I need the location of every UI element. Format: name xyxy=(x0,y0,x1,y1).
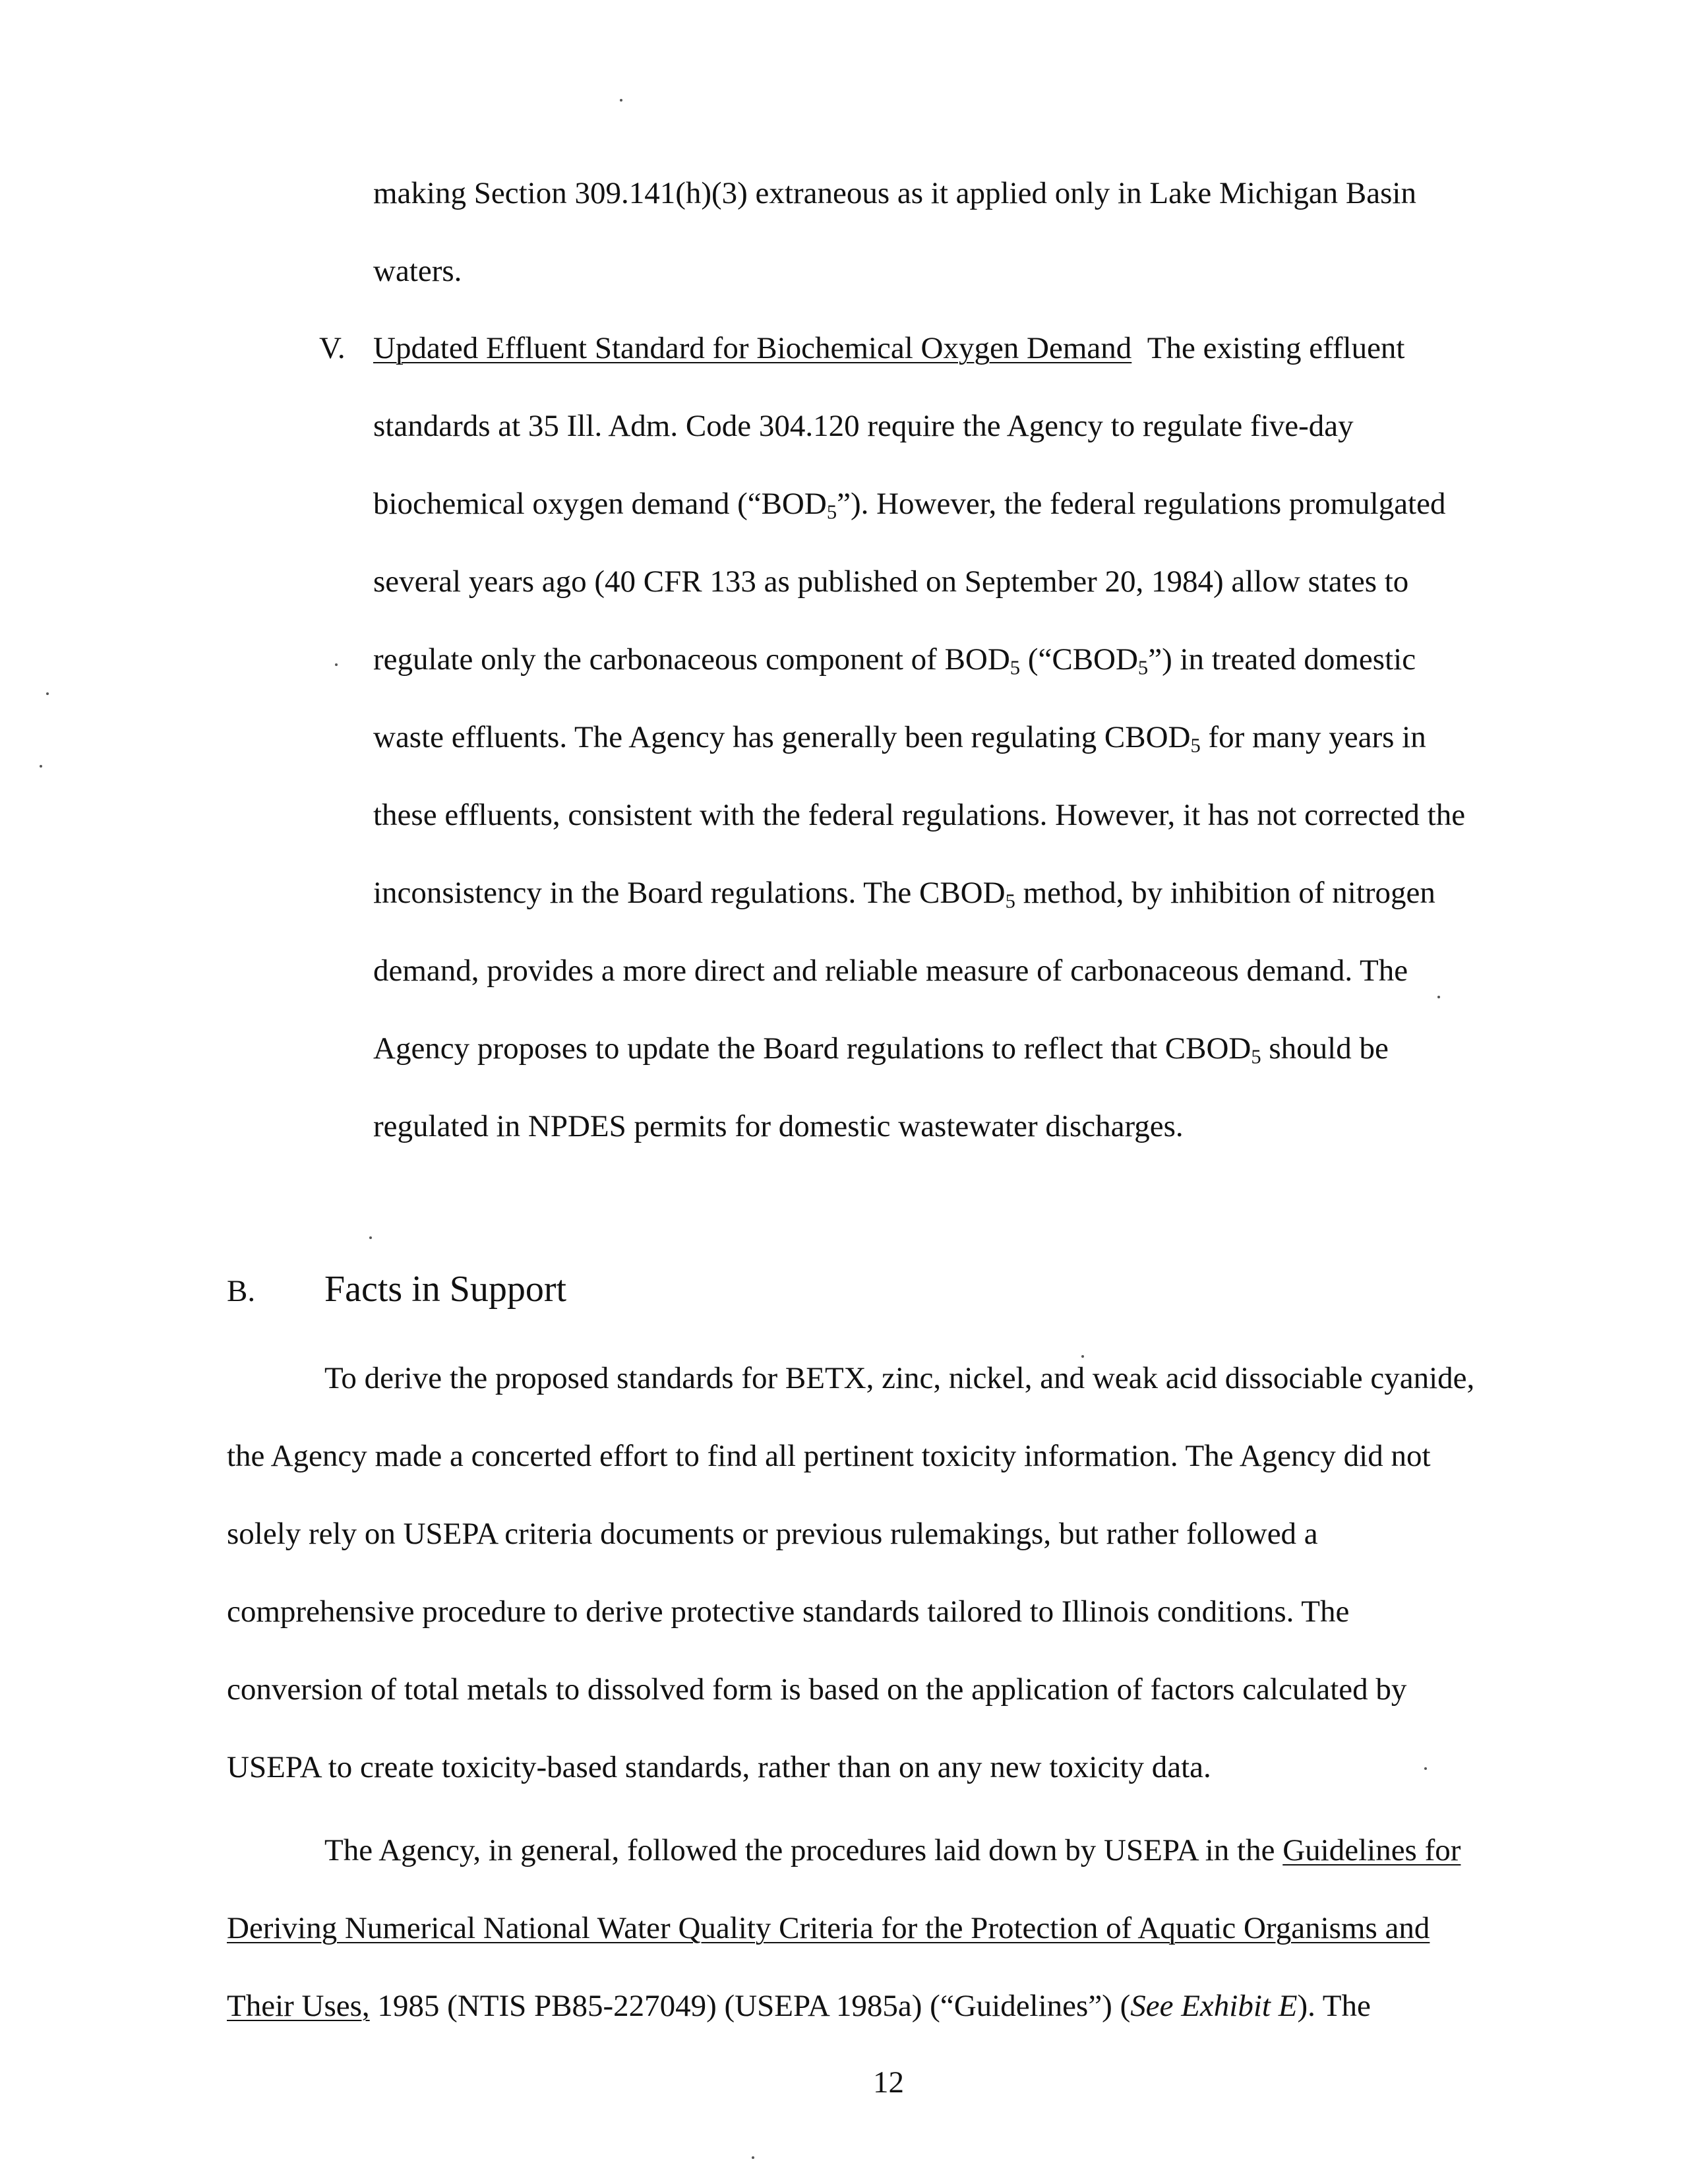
exhibit-reference: See Exhibit E xyxy=(1130,1989,1298,2023)
text-run: method, by inhibition of nitrogen xyxy=(1015,876,1435,910)
subscript: 5 xyxy=(1137,656,1149,679)
text-run: biochemical oxygen demand (“BOD xyxy=(373,487,827,521)
item-v-line-8 xyxy=(373,876,1435,913)
text-run: (“CBOD xyxy=(1020,642,1138,677)
scan-speck xyxy=(369,1236,372,1239)
text-run: 1985 (NTIS PB85-227049) (USEPA 1985a) (“Guidelines”) ( xyxy=(369,1989,1131,2023)
section-b-title: Facts in Support xyxy=(324,1269,567,1310)
subscript: 5 xyxy=(1190,734,1201,757)
text-run: ”). However, the federal regulations promulgated xyxy=(837,487,1446,521)
text-run: waste effluents. The Agency has generally been regulating CBOD xyxy=(373,720,1191,754)
scan-speck xyxy=(752,2156,754,2159)
para1-line-4: comprehensive procedure to derive protective standards tailored to Illinois conditions. The xyxy=(227,1594,1350,1629)
item-v-line-11: regulated in NPDES permits for domestic wastewater discharges. xyxy=(373,1109,1184,1143)
text-run: ). The xyxy=(1297,1989,1371,2023)
scan-speck xyxy=(335,663,338,666)
para2-line-3 xyxy=(227,1991,1371,2022)
para1-line-2: the Agency made a concerted effort to find all pertinent toxicity information. The Agency did not xyxy=(227,1439,1431,1473)
subscript: 5 xyxy=(1251,1045,1261,1068)
text-run: regulate only the carbonaceous component of BOD xyxy=(373,642,1010,677)
text-run: inconsistency in the Board regulations. The CBOD xyxy=(373,876,1006,910)
para1-line-6: USEPA to create toxicity-based standards, rather than on any new toxicity data. xyxy=(227,1750,1211,1784)
item-v-line-10 xyxy=(373,1031,1389,1068)
text-run: Agency proposes to update the Board regulations to reflect that CBOD xyxy=(373,1031,1251,1066)
subscript: 5 xyxy=(1010,656,1021,679)
text-run: for many years in xyxy=(1200,720,1426,754)
guidelines-title-part-1: Guidelines for xyxy=(1282,1833,1461,1867)
item-v-line-5 xyxy=(373,642,1416,679)
para1-line-3: solely rely on USEPA criteria documents or previous rulemakings, but rather followed a xyxy=(227,1517,1318,1551)
continuation-line-2: waters. xyxy=(373,254,462,288)
scan-speck xyxy=(40,765,42,768)
item-v-heading: Updated Effluent Standard for Biochemical Oxygen Demand xyxy=(373,331,1132,365)
scan-speck xyxy=(46,692,49,695)
guidelines-title-part-2: Deriving Numerical National Water Quality Criteria for the Protection of Aquatic Organisms and xyxy=(227,1911,1430,1945)
continuation-line-1: making Section 309.141(h)(3) extraneous as it applied only in Lake Michigan Basin xyxy=(373,176,1416,210)
scan-speck xyxy=(1081,1355,1084,1358)
item-v-line-6 xyxy=(373,720,1426,757)
item-v-line-4: several years ago (40 CFR 133 as published on September 20, 1984) allow states to xyxy=(373,564,1409,599)
page-number: 12 xyxy=(873,2065,904,2100)
item-v-first-line-rest: The existing effluent xyxy=(1147,331,1405,365)
section-b-letter: B. xyxy=(227,1274,256,1308)
para1-line-1: To derive the proposed standards for BETX, zinc, nickel, and weak acid dissociable cyanide, xyxy=(324,1361,1475,1395)
item-v-line-7: these effluents, consistent with the federal regulations. However, it has not corrected the xyxy=(373,798,1466,832)
subscript: 5 xyxy=(826,501,837,524)
scan-speck xyxy=(620,99,622,102)
scan-speck xyxy=(1424,1767,1427,1770)
item-v-line-9: demand, provides a more direct and reliable measure of carbonaceous demand. The xyxy=(373,954,1408,988)
item-v-numeral: V. xyxy=(319,331,346,365)
scan-speck xyxy=(1437,996,1440,998)
guidelines-title-part-3: Their Uses, xyxy=(227,1989,370,2023)
item-v-line-2: standards at 35 Ill. Adm. Code 304.120 require the Agency to regulate five-day xyxy=(373,409,1354,443)
item-v-line-1 xyxy=(373,333,1404,364)
para1-line-5: conversion of total metals to dissolved form is based on the application of factors calculated by xyxy=(227,1672,1407,1707)
item-v-line-3 xyxy=(373,487,1446,524)
subscript: 5 xyxy=(1005,890,1015,913)
text-run: ”) in treated domestic xyxy=(1148,642,1416,677)
para2-line-1 xyxy=(324,1835,1461,1866)
text-run: The Agency, in general, followed the procedures laid down by USEPA in the xyxy=(324,1833,1283,1867)
text-run: should be xyxy=(1261,1031,1389,1066)
